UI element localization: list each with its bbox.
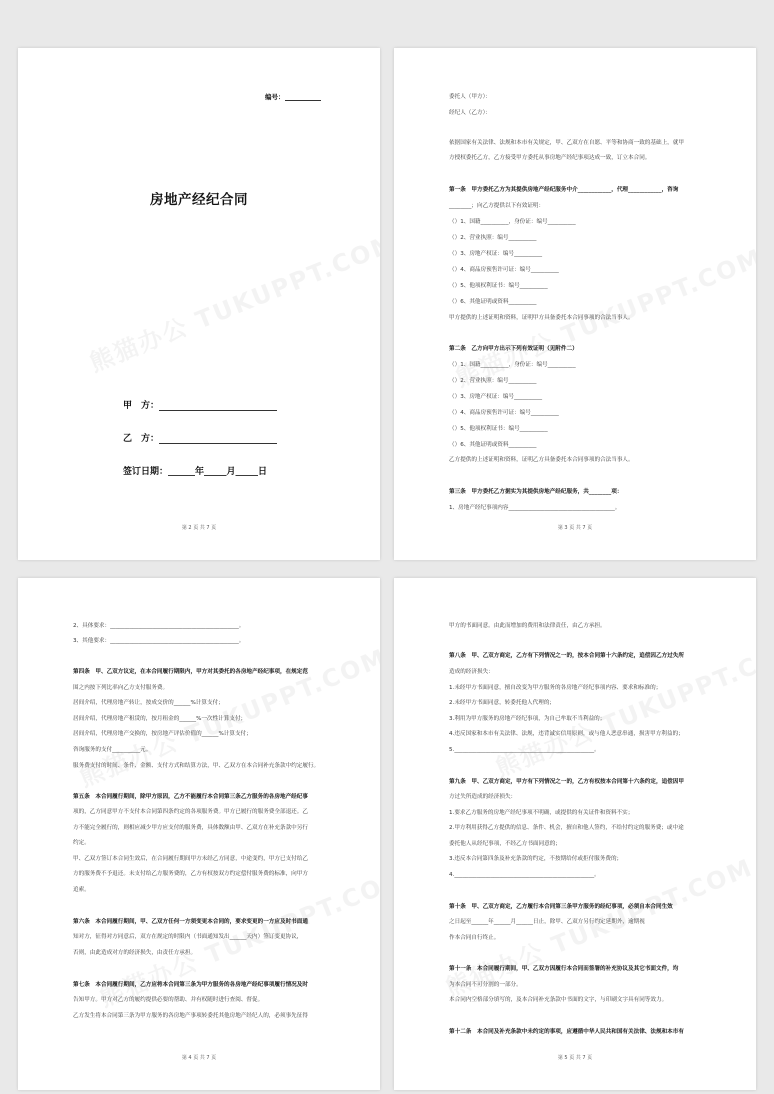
text-line: 委托他人从经纪事项，不经乙方书面同意的； — [449, 841, 561, 847]
text-line: 居间介绍，代理房地产交换的，按房地产评估价值的______%计算支付； — [73, 731, 252, 737]
text-line: （）4、商品房预售许可证：编号__________ — [449, 267, 559, 273]
text-line: 服务费支付的时间、条件、金额、支付方式和结算方法，甲、乙双方在本合同补充条款中约定履行。 — [73, 763, 320, 769]
text-line: 否则，由此造成对方的经济损失，由责任方承担。 — [73, 950, 197, 956]
text-line: 围之内按下列比率向乙方支付服务费。 — [73, 685, 169, 691]
text-line: 方授权委托乙方，乙方接受甲方委托从事房地产经纪事项达成一致，订立本合同。 — [449, 155, 651, 161]
text-line: 4.__________________________________________________。 — [449, 872, 600, 878]
contract-page-3 — [394, 48, 756, 560]
page-footer: 第 4 页 共 7 页 — [181, 1055, 217, 1061]
text-line: 约定。 — [73, 840, 90, 846]
party-b-label: 乙 方： — [123, 434, 160, 444]
text-line: 追索。 — [73, 887, 90, 893]
contract-title: 房地产经纪合同 — [150, 192, 248, 208]
text-line: 经纪人（乙方）： — [449, 110, 491, 116]
text-line: 2.甲方利用获得乙方提供的信息、条件、机会，擅自和他人签约，不给付约定的服务费；或中途 — [449, 825, 684, 831]
sign-date: 签订日期：______年_____月_____日 — [123, 467, 268, 477]
clause-heading: 第六条 本合同履行期间，甲、乙双方任何一方须变更本合同的，要求变更的一方应及时书面通 — [73, 919, 308, 925]
party-b-signature — [123, 431, 277, 444]
text-line: （）5、他项权利证书：编号__________ — [449, 426, 548, 432]
watermark — [83, 223, 380, 379]
text-line: 为本合同不可分割的一部分。 — [449, 982, 522, 988]
clause-heading: 第二条 乙方向甲方出示下列有效证明（见附件二） — [449, 346, 578, 352]
clause-heading: 第七条 本合同履行期间，乙方应将本合同第三条为甲方服务的各房地产经纪事项履行情况及时 — [73, 982, 308, 988]
text-line: 依据国家有关法律、法规和本市有关规定，甲、乙双方在自愿、平等和协商一致的基础上，就甲 — [449, 140, 684, 146]
text-line: 2、具体要求：______________________________________________。 — [73, 623, 245, 629]
text-line: （）5、他项权利证书：编号__________ — [449, 283, 548, 289]
clause-heading: 第十条 甲、乙双方商定，乙方履行本合同第三条甲方服务的经纪事项，必须自本合同生效 — [449, 904, 673, 910]
text-line: （）3、房地产权证：编号__________ — [449, 251, 543, 257]
page-footer: 第 2 页 共 7 页 — [181, 525, 217, 531]
party-b-blank — [159, 443, 277, 444]
clause-heading: 第四条 甲、乙双方议定，在本合同履行期限内，甲方对其委托的各房地产经纪事项，在规定范 — [73, 669, 308, 675]
text-line: 居间介绍，代理房地产转让，按成交价的______%计算支付； — [73, 700, 224, 706]
contract-cover-page — [18, 48, 380, 560]
text-line: 之日起至______年______月______日止，除甲、乙双方另行约定延期外，逾期视 — [449, 919, 645, 925]
clause-heading: 第十一条 本合同履行期间，甲、乙双方因履行本合同而签署的补充协议及其它书面文件，均 — [449, 966, 679, 972]
text-line: 甲方提供的上述证明和资料，证明甲方具备委托本合同事项的合法当事人。 — [449, 315, 634, 321]
text-line: 3.利用为甲方服务的房地产经纪事项，为自己牟取不当利益的； — [449, 716, 606, 722]
text-line: （）4、商品房预售许可证：编号__________ — [449, 410, 559, 416]
text-line: （）3、房地产权证：编号__________ — [449, 394, 543, 400]
text-line: 甲方的书面同意。由此而增加的费用和法律责任，由乙方承担。 — [449, 623, 606, 629]
text-line: 1.要求乙方服务的房地产经纪事项不明确，或提供的有关证件和资料不实； — [449, 810, 634, 816]
text-line: 方不能完全履行的，则相应减少甲方应支付的服务费，具体数额由甲、乙双方在补充条款中另行 — [73, 825, 308, 831]
party-a-label: 甲 方： — [123, 401, 160, 411]
clause-heading: 第九条 甲、乙双方商定，甲方有下列情况之一的，乙方有权按本合同第十六条约定，追偿因甲 — [449, 779, 684, 785]
text-line: 3、其他要求：______________________________________________。 — [73, 638, 245, 644]
text-line: 居间介绍，代理房地产租赁的，按月租金的______%一次性计算支付； — [73, 716, 247, 722]
contract-page-4 — [18, 578, 380, 1090]
text-line: 委托人（甲方）： — [449, 94, 491, 100]
text-line: （）6、其他证明或资料__________ — [449, 299, 537, 305]
text-line: （）6、其他证明或资料__________ — [449, 442, 537, 448]
text-line: 2.未经甲方书面同意，转委托他人代理的； — [449, 700, 556, 706]
text-line: 本合同内空格部分填写的，及本合同补充条款中书面的文字，与印刷文字具有同等效力。 — [449, 997, 668, 1003]
text-line: 方的服务费不予退还。未支付给乙方服务费的，乙方有权按双方约定偿付服务费的标准，向甲方 — [73, 871, 308, 877]
text-line: （）1、国籍__________，身份证：编号__________ — [449, 362, 576, 368]
contract-number-field — [265, 92, 321, 101]
text-line: （）1、国籍__________，身份证：编号__________ — [449, 219, 576, 225]
text-line: 1.未经甲方书面同意，擅自改变为甲方服务的各房地产经纪事项内容、要求和标准的； — [449, 685, 662, 691]
clause-heading: 第三条 甲方委托乙方据实为其提供房地产经纪服务，共________项： — [449, 489, 623, 495]
contract-page-5 — [394, 578, 756, 1090]
text-line: 1、房地产经纪事项内容______________________________________。 — [449, 505, 621, 511]
text-line: 乙方发生将本合同第三条为甲方服务的各房地产事项转委托其他房地产经纪人的，必须事先征得 — [73, 1013, 308, 1019]
text-line: 项的，乙方同意甲方不支付本合同第四条约定的各项服务费。甲方已履行的服务费全部退还。乙 — [73, 809, 308, 815]
contract-number-blank — [285, 100, 321, 101]
page-footer: 第 3 页 共 7 页 — [557, 525, 593, 531]
text-line: 造成的经济损失： — [449, 669, 494, 675]
clause-heading: 第八条 甲、乙双方商定，乙方有下列情况之一的，按本合同第十六条约定，追偿因乙方过失所 — [449, 653, 684, 659]
clause-heading: 第一条 甲方委托乙方为其提供房地产经纪服务中介____________，代理____________，咨询 — [449, 187, 679, 193]
text-line: 5.__________________________________________________。 — [449, 747, 600, 753]
text-line: 3.违反本合同第四条及补充条款的约定，不按期给付或拒付服务费的； — [449, 856, 623, 862]
party-a-blank — [159, 410, 277, 411]
clause-heading: 第十二条 本合同及补充条款中未约定的事项，应遵循中华人民共和国有关法律、法规和本市有 — [449, 1029, 684, 1035]
text-line: 方过失所造成的经济损失： — [449, 794, 517, 800]
contract-number-label: 编号： — [265, 93, 285, 101]
text-line: 乙方提供的上述证明和资料，证明乙方具备委托本合同事项的合法当事人。 — [449, 457, 634, 463]
text-line: （）2、营业执照：编号__________ — [449, 378, 537, 384]
text-line: 4.违反国家和本市有关法律、法规，违背诚实信用原则，或与他人恶意串通，损害甲方利益的； — [449, 731, 684, 737]
text-line: 咨询服务的支付__________元。 — [73, 747, 152, 753]
page-footer: 第 5 页 共 7 页 — [557, 1055, 593, 1061]
text-line: 作本合同自行终止。 — [449, 935, 500, 941]
text-line: 告知甲方。甲方对乙方的履约提供必要的帮助、并有权随时进行查阅、督促。 — [73, 997, 264, 1003]
text-line: （）2、营业执照：编号__________ — [449, 235, 537, 241]
clause-heading: 第五条 本合同履行期间，除甲方原因，乙方不能履行本合同第三条乙方服务的各房地产经纪事 — [73, 794, 308, 800]
text-line: ________；向乙方提供以下有效证明： — [449, 203, 545, 209]
text-line: 甲、乙双方签订本合同生效后，在合同履行期间甲方未经乙方同意，中途变约，甲方已支付给乙 — [73, 856, 308, 862]
party-a-signature — [123, 398, 277, 411]
text-line: 知对方，征得对方同意后，双方在规定的时限内（书面通知发出______天内）签订变更协议， — [73, 934, 303, 940]
